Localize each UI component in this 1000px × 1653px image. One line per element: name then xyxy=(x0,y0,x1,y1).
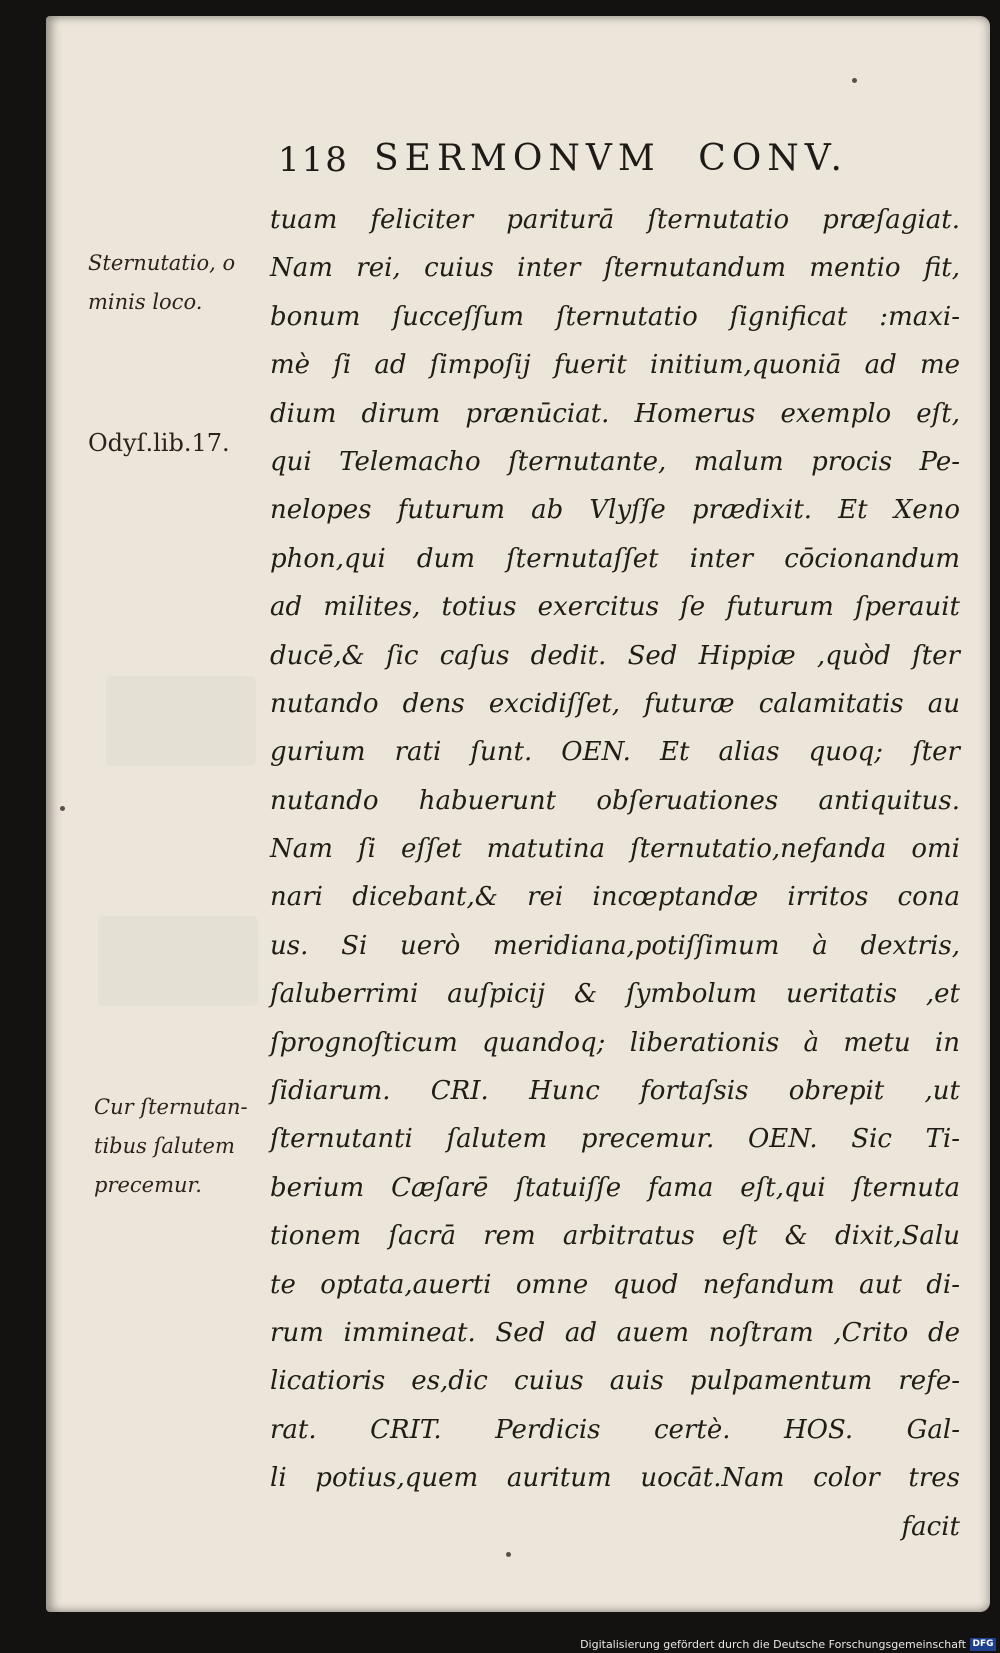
ink-speck xyxy=(60,806,65,811)
text-line: bonum ſucceſſum ſternutatio ſignificat :maxi- xyxy=(270,301,960,332)
margin-note-line: tibus ſalutem xyxy=(94,1134,235,1158)
text-line: phon,qui dum ſternutaſſet inter cōcionandum xyxy=(270,543,960,574)
page-number: 118 xyxy=(278,140,349,180)
text-line: nutando dens excidiſſet, futuræ calamitatis au xyxy=(270,688,960,719)
text-line: mè ſi ad ſimpoſij fuerit initium,quoniā ad me xyxy=(270,350,960,381)
text-line: licatioris es,dic cuius auis pulpamentum refe- xyxy=(270,1366,960,1397)
text-line: rat. CRIT. Perdicis certè. HOS. Gal- xyxy=(270,1414,960,1445)
margin-note-line: Odyſ.lib.17. xyxy=(88,429,230,457)
text-line: rum immineat. Sed ad auem noſtram ,Crito de xyxy=(270,1317,960,1348)
main-text-block xyxy=(270,196,960,1551)
margin-note-line: precemur. xyxy=(94,1173,202,1197)
margin-note-sternutatio xyxy=(88,244,235,322)
text-line: Nam ſi eſſet matutina ſternutatio,nefanda omi xyxy=(270,834,960,865)
ink-speck xyxy=(852,78,857,83)
running-title: SERMONVM CONV. xyxy=(374,138,848,179)
text-line: ad milites, totius exercitus ſe futurum ſperauit xyxy=(270,592,960,623)
text-line: ſidiarum. CRI. Hunc fortaſsis obrepit ,ut xyxy=(270,1076,960,1107)
show-through-stain xyxy=(106,676,256,766)
text-line: us. Si uerò meridiana,potiſſimum à dextris, xyxy=(270,930,960,961)
text-line: Nam rei, cuius inter ſternutandum mentio fit, xyxy=(270,253,960,284)
text-line: ducē,& ſic caſus dedit. Sed Hippiæ ,quòd ſter xyxy=(270,640,960,671)
text-line: te optata,auerti omne quod nefandum aut di- xyxy=(270,1269,960,1300)
ink-speck xyxy=(506,1552,511,1557)
text-line: li potius,quem auritum uocāt.Nam color tres xyxy=(270,1463,960,1494)
text-line: nari dicebant,& rei incœptandæ irritos cona xyxy=(270,882,960,913)
dfg-logo-icon: DFG xyxy=(970,1638,996,1651)
text-line: berium Cæſarē ſtatuiſſe fama eſt,qui ſternuta xyxy=(270,1172,960,1203)
catchword: facit xyxy=(901,1511,960,1542)
text-line: ſprognoſticum quandoq; liberationis à metu in xyxy=(270,1027,960,1058)
text-line: nelopes futurum ab Vlyſſe prædixit. Et Xeno xyxy=(270,495,960,526)
text-line: nutando habuerunt obſeruationes antiquitus. xyxy=(270,785,960,816)
book-page xyxy=(46,16,990,1612)
text-line: ſternutanti ſalutem precemur. OEN. Sic Ti- xyxy=(270,1124,960,1155)
running-head xyxy=(278,134,918,194)
text-line: tionem ſacrā rem arbitratus eſt & dixit,Salu xyxy=(270,1221,960,1252)
margin-note-line: Sternutatio, o xyxy=(88,251,236,275)
margin-note-line: Cur ſternutan- xyxy=(94,1095,248,1119)
text-line: dium dirum prænūciat. Homerus exemplo eſt, xyxy=(270,398,960,429)
text-line: tuam feliciter pariturā ſternutatio præſagiat. xyxy=(270,205,960,235)
text-line: ſaluberrimi auſpicij & ſymbolum ueritatis ,et xyxy=(270,979,960,1010)
text-line: gurium rati ſunt. OEN. Et alias quoq; ſter xyxy=(270,737,960,768)
funding-credit: Digitalisierung gefördert durch die Deutsche Forschungsgemeinschaft xyxy=(580,1638,966,1651)
margin-note-odyssey xyxy=(88,424,230,463)
margin-note-line: minis loco. xyxy=(88,290,203,314)
margin-note-salutem xyxy=(94,1088,248,1205)
text-line: qui Telemacho ſternutante, malum procis Pe- xyxy=(270,446,960,477)
show-through-stain xyxy=(98,916,258,1006)
